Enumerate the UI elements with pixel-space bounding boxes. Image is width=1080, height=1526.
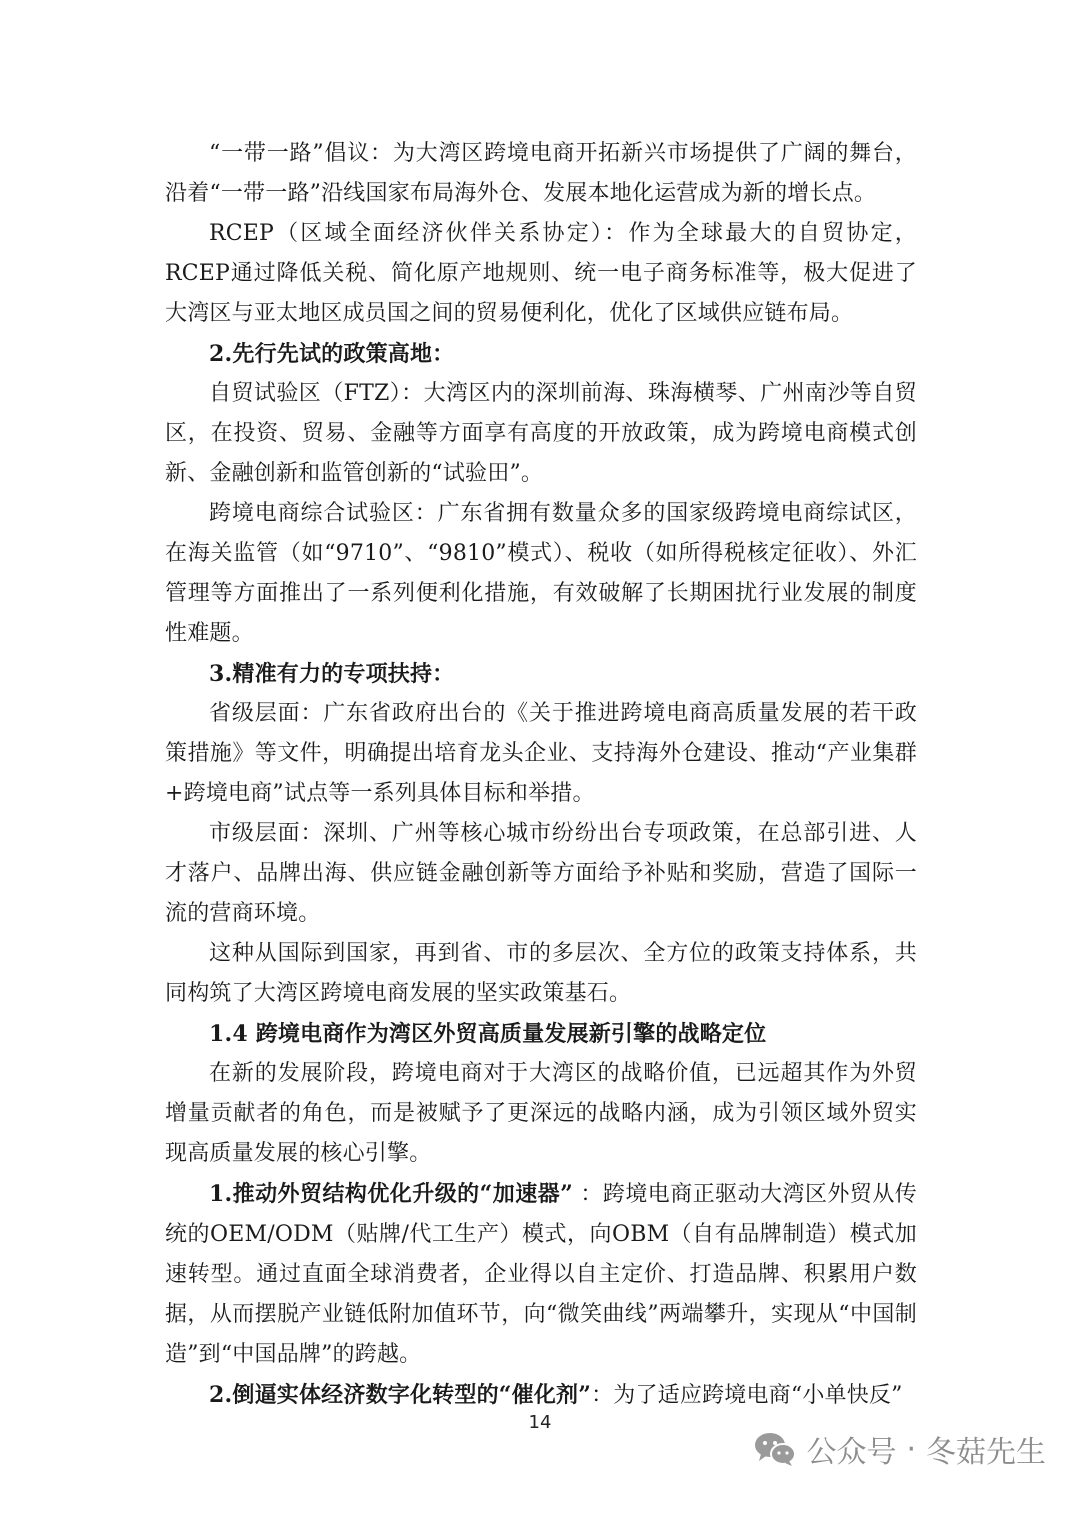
page-number: 14 <box>528 1412 552 1433</box>
paragraph-strategic-value: 在新的发展阶段，跨境电商对于大湾区的战略价值，已远超其作为外贸增量贡献者的角色，而是被赋予了更深远的战略内涵，成为引领区域外贸实现高质量发展的核心引擎。 <box>165 1061 917 1166</box>
paragraph-accelerator <box>165 1174 917 1375</box>
heading-policy-highland: 2.先行先试的政策高地： <box>209 341 455 367</box>
section-heading-1-4: 1.4 跨境电商作为湾区外贸高质量发展新引擎的战略定位 <box>209 1021 767 1047</box>
paragraph-catalyst <box>165 1375 917 1416</box>
paragraph-provincial-level: 省级层面：广东省政府出台的《关于推进跨境电商高质量发展的若干政策措施》等文件，明确提出培育龙头企业、支持海外仓建设、推动“产业集群+跨境电商”试点等一系列具体目标和举措。 <box>165 701 917 806</box>
paragraph-municipal-level: 市级层面：深圳、广州等核心城市纷纷出台专项政策，在总部引进、人才落户、品牌出海、供应链金融创新等方面给予补贴和奖励，营造了国际一流的营商环境。 <box>165 821 917 926</box>
paragraph-ftz: 自贸试验区（FTZ）：大湾区内的深圳前海、珠海横琴、广州南沙等自贸区，在投资、贸易、金融等方面享有高度的开放政策，成为跨境电商模式创新、金融创新和监管创新的“试验田”。 <box>165 381 917 486</box>
paragraph-belt-and-road: “一带一路”倡议：为大湾区跨境电商开拓新兴市场提供了广阔的舞台，沿着“一带一路”沿线国家布局海外仓、发展本地化运营成为新的增长点。 <box>165 141 917 206</box>
paragraph-accelerator-lead: 1.推动外贸结构优化升级的“加速器” <box>209 1181 573 1207</box>
document-body <box>165 134 917 1416</box>
watermark-prefix: 公众号 <box>806 1435 897 1470</box>
paragraph-comprehensive-pilot-zone: 跨境电商综合试验区：广东省拥有数量众多的国家级跨境电商综试区，在海关监管（如“9710”、“9810”模式）、税收（如所得税核定征收）、外汇管理等方面推出了一系列便利化措施，有效破解了长期困扰行业发展的制度性难题。 <box>165 501 917 646</box>
wechat-icon <box>754 1431 796 1467</box>
watermark-separator: · <box>906 1431 916 1467</box>
paragraph-catalyst-lead: 2.倒逼实体经济数字化转型的“催化剂” <box>209 1382 592 1408</box>
paragraph-catalyst-body: ：为了适应跨境电商“小单快反” <box>591 1383 903 1408</box>
paragraph-accelerator-body: ：跨境电商正驱动大湾区外贸从传统的OEM/ODM（贴牌/代工生产）模式，向OBM（自有品牌制造）模式加速转型。通过直面全球消费者，企业得以自主定价、打造品牌、积累用户数据，从而摆脱产业链低附加值环节，向“微笑曲线”两端攀升，实现从“中国制造”到“中国品牌”的跨越。 <box>165 1182 917 1367</box>
wechat-watermark <box>754 1424 1046 1474</box>
paragraph-rcep: RCEP（区域全面经济伙伴关系协定）：作为全球最大的自贸协定，RCEP通过降低关税、简化原产地规则、统一电子商务标准等，极大促进了大湾区与亚太地区成员国之间的贸易便利化，优化了区域供应链布局。 <box>165 221 917 326</box>
paragraph-policy-system: 这种从国际到国家，再到省、市的多层次、全方位的政策支持体系，共同构筑了大湾区跨境电商发展的坚实政策基石。 <box>165 941 917 1006</box>
watermark-name: 冬菇先生 <box>926 1435 1046 1470</box>
heading-special-support: 3.精准有力的专项扶持： <box>209 661 455 687</box>
